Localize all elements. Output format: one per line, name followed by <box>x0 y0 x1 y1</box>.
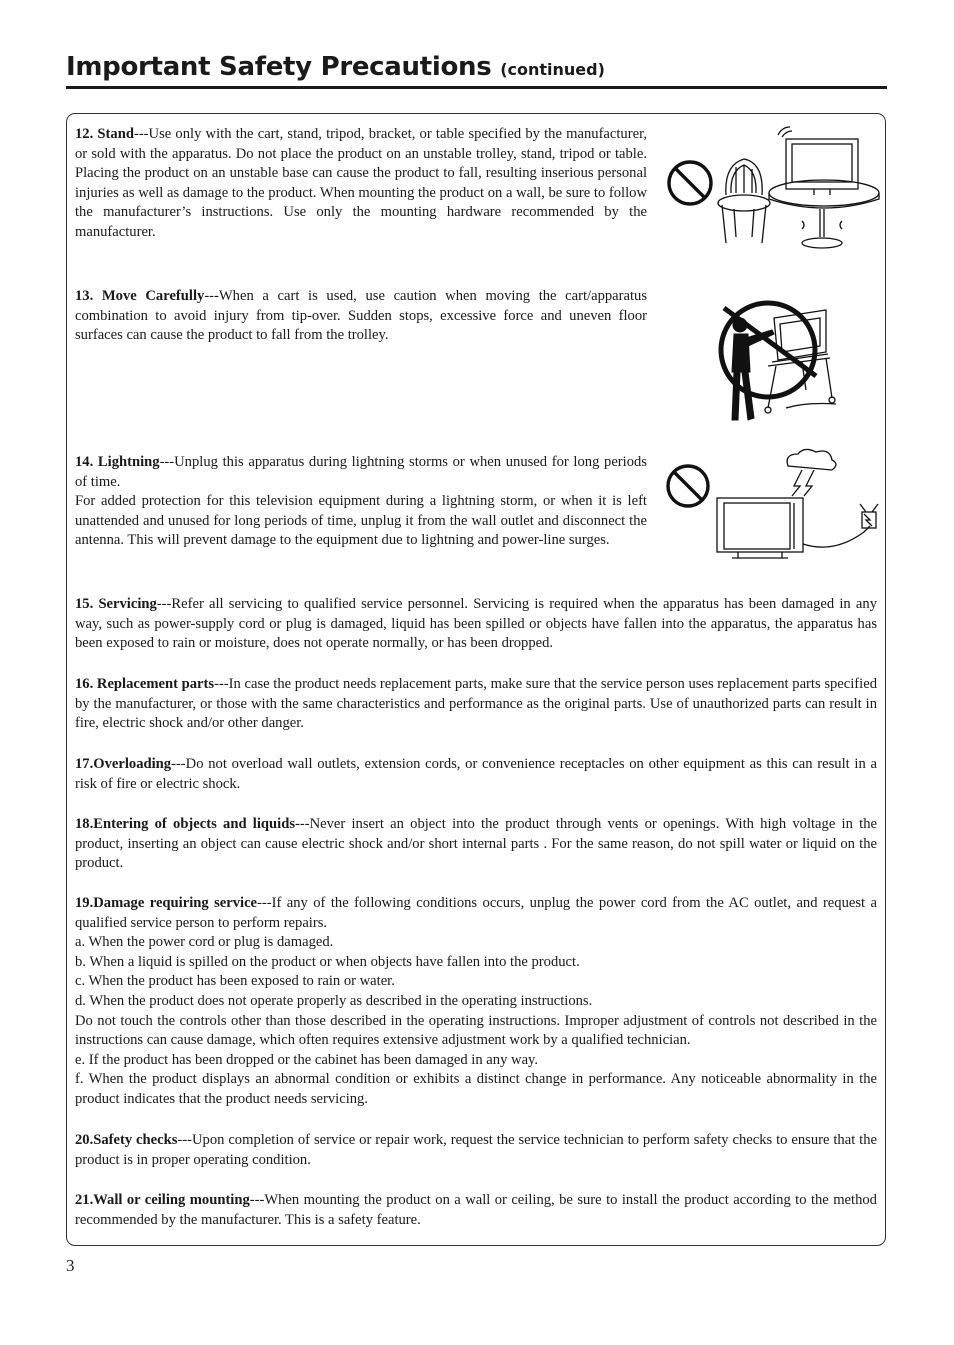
title-rule <box>66 86 887 89</box>
item-stand <box>75 125 647 243</box>
item-heading: 12. Stand <box>75 126 134 142</box>
page-title-suffix: (continued) <box>500 60 605 79</box>
page-header <box>66 50 887 87</box>
item-text: ---Never insert an object into the product through vents or openings. With high voltage in the product, inserting an object can cause electric shock and/or short internal parts . For the same reason, do not spill water or liquid on the product. <box>75 816 877 872</box>
item-text: ---When a cart is used, use caution when moving the cart/apparatus combination to avoid injury from tip-over. Sudden stops, excessive force and uneven floor surfaces can cause the product to fall from the trolley. <box>75 288 648 344</box>
list-item: c. When the product has been exposed to rain or water. <box>75 973 395 990</box>
item-replacement-parts <box>75 675 877 734</box>
item-text: ---In case the product needs replacement parts, make sure that the service person uses replacement parts specified by the manufacturer, or those with the same characteristics and performance as the original parts. Use of unauthorized parts can result in fire, electric shock and/or other danger. <box>75 676 877 732</box>
item-lightning <box>75 453 647 551</box>
stand-illustration <box>664 125 884 255</box>
item-heading: 21.Wall or ceiling mounting <box>75 1192 250 1208</box>
item-text: ---Upon completion of service or repair work, request the service technician to perform safety checks to ensure that the product is in proper operating condition. <box>75 1132 877 1168</box>
item-text-2: For added protection for this television equipment during a lightning storm, or when it is left unattended and unused for long periods of time, unplug it from the wall outlet and disconnect the antenna. This will prevent damage to the equipment due to lightning and power-line surges. <box>75 493 647 549</box>
item-text: ---Unplug this apparatus during lightning storms or when unused for long periods of time. <box>75 454 647 490</box>
item-text: ---Refer all servicing to qualified service personnel. Servicing is required when the apparatus has been damaged in any way, such as power-supply cord or plug is damaged, liquid has been spilled or objects have fallen into the apparatus, the apparatus has been exposed to rain or moisture, does not operate normally, or has been dropped. <box>75 596 877 652</box>
item-safety-checks <box>75 1131 877 1170</box>
list-item: f. When the product displays an abnormal condition or exhibits a distinct change in performance. Any noticeable abnormality in the product indicates that the product needs servicing. <box>75 1071 877 1107</box>
item-heading: 15. Servicing <box>75 596 157 612</box>
item-move-carefully <box>75 287 647 346</box>
item-heading: 20.Safety checks <box>75 1132 178 1148</box>
item-text: ---Use only with the cart, stand, tripod, bracket, or table specified by the manufacturer, or sold with the apparatus. Do not place the product on an unstable trolley, stand, tripod or table. Placing the product on an unstable base can cause the product to fall, resulting inserious personal injuries as well as damage to the product. When mounting the product on a wall, be sure to follow the manufacturer’s instructions. Use only the mounting hardware recommended by the manufacturer. <box>75 126 647 240</box>
list-item: e. If the product has been dropped or the cabinet has been damaged in any way. <box>75 1051 539 1068</box>
item-heading: 19.Damage requiring service <box>75 895 258 911</box>
item-damage-requiring-service <box>75 894 877 1110</box>
item-text: ---When mounting the product on a wall or ceiling, be sure to install the product according to the method recommended by the manufacturer. This is a safety feature. <box>75 1192 877 1228</box>
item-heading: 13. Move Carefully <box>75 288 205 304</box>
item-overloading <box>75 755 877 794</box>
move-carefully-illustration <box>716 280 846 425</box>
item-heading: 16. Replacement parts <box>75 676 215 692</box>
item-text: ---If any of the following conditions occurs, unplug the power cord from the AC outlet, and request a qualified service person to perform repairs. <box>75 895 877 931</box>
page-number: 3 <box>66 1256 75 1275</box>
lightning-illustration <box>664 446 884 566</box>
item-heading: 14. Lightning <box>75 454 160 470</box>
item-heading: 18.Entering of objects and liquids <box>75 816 295 832</box>
item-heading: 17.Overloading <box>75 756 172 772</box>
list-item: b. When a liquid is spilled on the product or when objects have fallen into the product. <box>75 953 580 970</box>
page-title: Important Safety Precautions (continued) <box>66 52 605 82</box>
list-item: d. When the product does not operate properly as described in the operating instructions. <box>75 992 593 1009</box>
item-entering-objects <box>75 815 877 874</box>
item-servicing <box>75 595 877 654</box>
storm-cloud-icon <box>787 449 836 470</box>
power-cord <box>803 526 870 547</box>
list-item: a. When the power cord or plug is damaged. <box>75 934 334 951</box>
item-text: ---Do not overload wall outlets, extension cords, or convenience receptacles on other equipment as this can result in a risk of fire or electric shock. <box>75 756 877 792</box>
item-wall-ceiling-mounting <box>75 1191 877 1230</box>
item-note: Do not touch the controls other than those described in the operating instructions. Improper adjustment of controls not described in the instructions can cause damage, which often requires extensive adjustment work by a qualified technician. <box>75 1012 877 1049</box>
